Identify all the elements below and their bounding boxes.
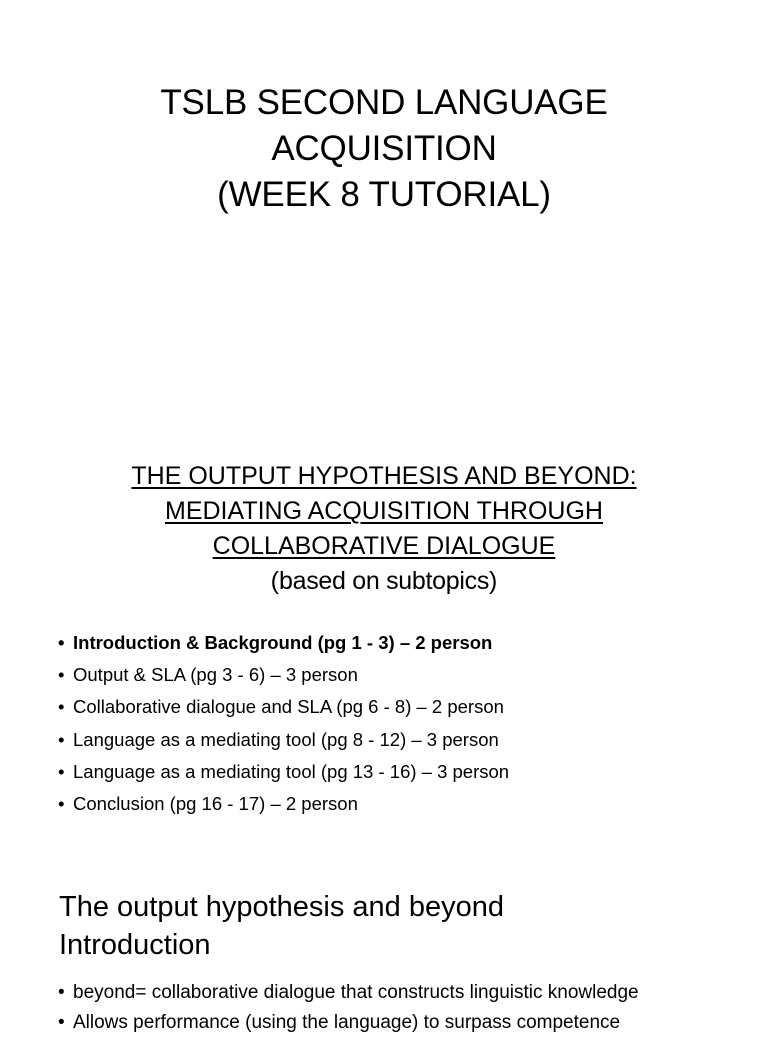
list-item: [58, 659, 738, 691]
main-title-line: TSLB SECOND LANGUAGE: [160, 83, 608, 122]
list-item-text: Conclusion (pg 16 - 17) – 2 person: [73, 793, 358, 815]
note-close-paren: ): [489, 567, 498, 595]
bullet-icon: •: [58, 982, 65, 1003]
subtitle-block: [0, 459, 768, 599]
list-item: [58, 627, 738, 659]
bullet-icon: •: [58, 728, 65, 750]
subtitle-line: [0, 529, 768, 564]
note-text: based on subtopics: [278, 567, 490, 595]
subtitle-line: [0, 459, 768, 494]
second-slide-title: The output hypothesis and beyond: [59, 891, 504, 923]
second-slide-heading: [59, 888, 504, 964]
list-item: [58, 756, 738, 788]
list-item: [58, 788, 738, 820]
list-item-text: Language as a mediating tool (pg 8 - 12) – 3 person: [73, 728, 499, 750]
subtitle-text: THE OUTPUT HYPOTHESIS AND BEYOND:: [131, 462, 637, 490]
list-item-text: Introduction & Background (pg 1 - 3) – 2 person: [73, 632, 493, 653]
subtitle-text: MEDIATING ACQUISITION THROUGH: [165, 497, 603, 525]
list-item-text: Allows performance (using the language) to surpass competence: [73, 1012, 621, 1033]
list-item-text: Output & SLA (pg 3 - 6) – 3 person: [73, 664, 358, 686]
list-item: [58, 978, 758, 1008]
subtitle-line: [0, 494, 768, 529]
list-item-text: beyond= collaborative dialogue that constructs linguistic knowledge: [73, 982, 639, 1003]
main-title-line: ACQUISITION: [271, 129, 497, 168]
list-item-text: Collaborative dialogue and SLA (pg 6 - 8) – 2 person: [73, 696, 504, 718]
title-slide: [0, 0, 768, 440]
subtopic-list: [58, 627, 738, 820]
main-title-line: (WEEK 8 TUTORIAL): [217, 175, 551, 214]
subtitle-text: COLLABORATIVE DIALOGUE: [212, 532, 556, 560]
list-item: [58, 1008, 758, 1038]
subtopics-note: [0, 564, 768, 599]
main-title: [0, 80, 768, 218]
bullet-icon: •: [58, 632, 65, 653]
bullet-icon: •: [58, 696, 65, 718]
second-slide-subtitle: Introduction: [59, 929, 211, 961]
bullet-icon: •: [58, 1012, 65, 1033]
bullet-icon: •: [58, 760, 65, 782]
list-item-text: Language as a mediating tool (pg 13 - 16) – 3 person: [73, 760, 510, 782]
bullet-icon: •: [58, 664, 65, 686]
list-item: [58, 724, 738, 756]
bullet-icon: •: [58, 793, 65, 815]
second-slide-list: [58, 978, 758, 1038]
note-open-paren: (: [270, 567, 279, 595]
list-item: [58, 691, 738, 723]
